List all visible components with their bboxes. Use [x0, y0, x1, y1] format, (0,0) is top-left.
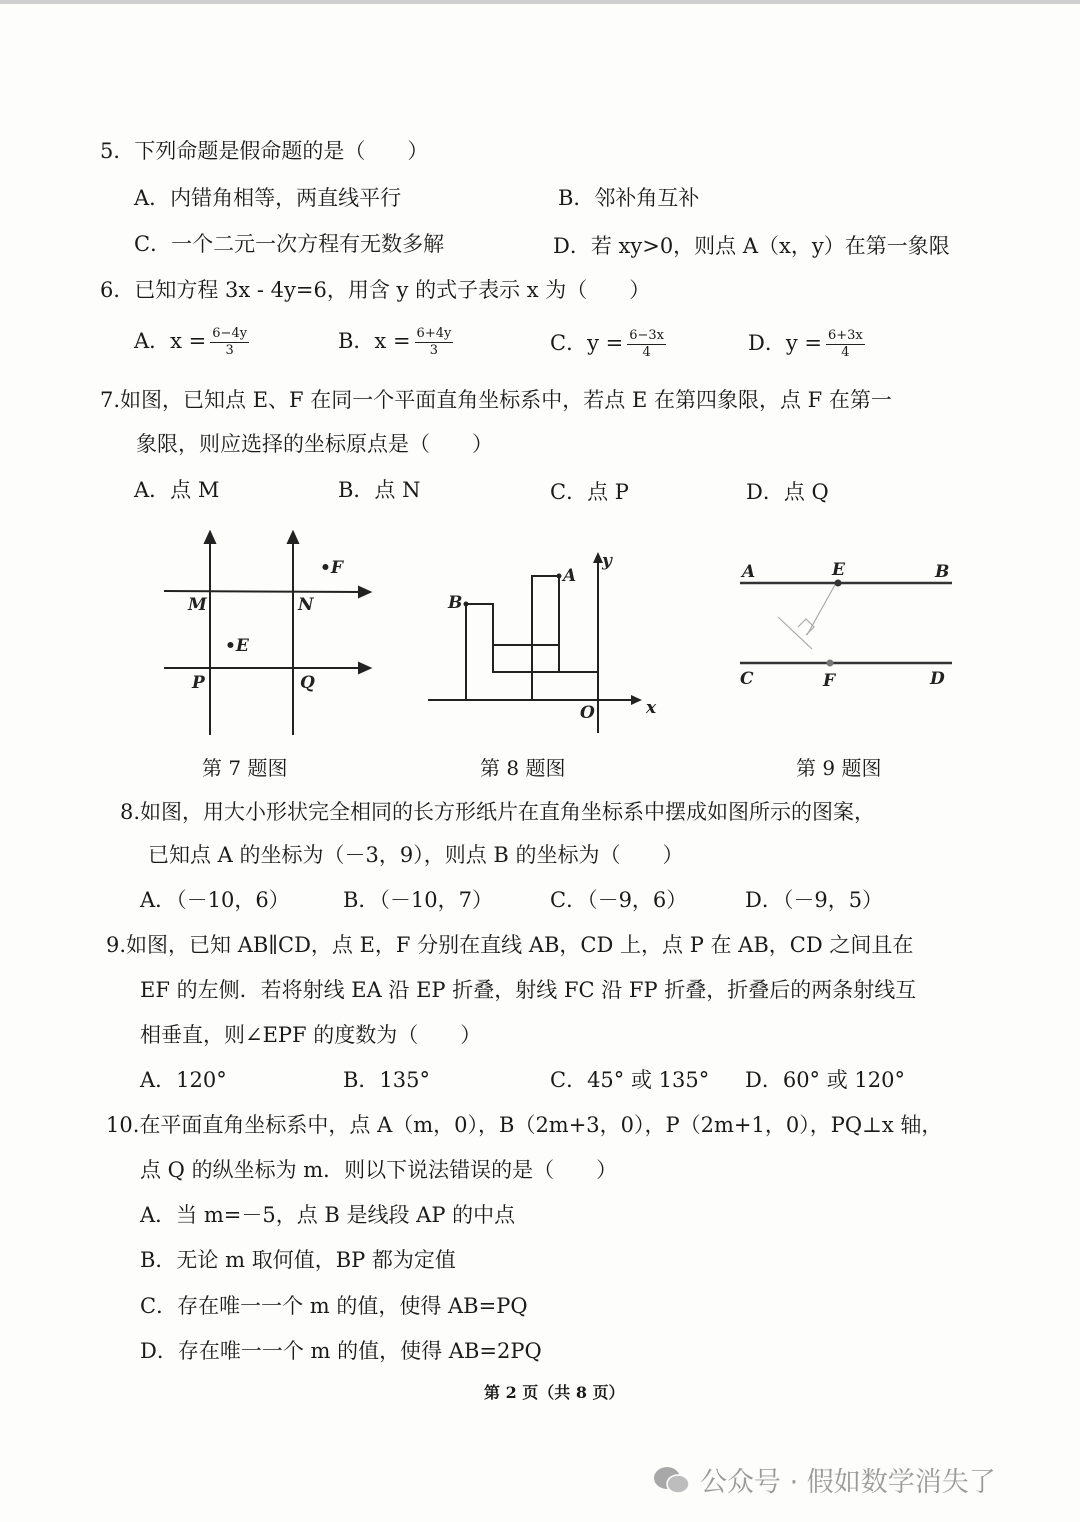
label-origin: O — [580, 703, 595, 723]
label-d: D — [930, 669, 945, 689]
q8-stem-line1: 8.如图，用大小形状完全相同的长方形纸片在直角坐标系中摆成如图所示的图案， — [120, 800, 876, 824]
numerator: 6−3x — [629, 328, 664, 343]
label-b: B — [448, 593, 463, 613]
q5-option-d: D．若 xy>0，则点 A（x，y）在第一象限 — [553, 234, 950, 258]
fraction — [627, 328, 666, 361]
option-label: B．x = — [338, 329, 411, 353]
figure-7-caption: 第 7 题图 — [202, 756, 288, 780]
denominator: 4 — [841, 345, 850, 360]
q7-option-c: C．点 P — [550, 480, 629, 504]
label-x-axis: x — [646, 698, 657, 718]
fraction — [826, 328, 865, 361]
q5-stem: 5．下列命题是假命题的是（ ） — [100, 139, 429, 163]
scan-edge — [0, 0, 1080, 4]
q7-option-d: D．点 Q — [746, 480, 829, 504]
denominator: 3 — [429, 343, 439, 358]
figure-9 — [730, 555, 960, 695]
label-a: A — [742, 562, 756, 582]
q6-option-b — [338, 326, 453, 359]
label-q: Q — [300, 673, 315, 693]
q8-option-b: B．（－10，7） — [343, 888, 494, 912]
figure-9-caption: 第 9 题图 — [796, 756, 882, 780]
point-f: •F — [320, 558, 343, 578]
figure-8 — [420, 548, 670, 738]
numerator: 6+4y — [416, 326, 452, 341]
q6-option-a — [134, 326, 249, 359]
q10-stem-line2: 点 Q 的纵坐标为 m．则以下说法错误的是（ ） — [140, 1158, 618, 1182]
label-a: A — [563, 566, 577, 586]
q8-stem-line2: 已知点 A 的坐标为（－3，9），则点 B 的坐标为（ ） — [148, 843, 684, 867]
figure-8-caption: 第 8 题图 — [480, 756, 566, 780]
label-f: F — [823, 671, 836, 691]
q6-option-d — [748, 328, 865, 361]
q8-option-c: C．（－9，6） — [550, 888, 688, 912]
option-label: A．x = — [134, 329, 207, 353]
q7-option-b: B．点 N — [338, 478, 421, 502]
option-label: D．y = — [748, 331, 822, 355]
q10-option-d: D．存在唯一一个 m 的值，使得 AB=2PQ — [140, 1339, 542, 1363]
q9-option-b: B．135° — [343, 1068, 431, 1092]
wechat-icon — [652, 1464, 692, 1496]
q9-stem-line2: EF 的左侧．若将射线 EA 沿 EP 折叠，射线 FC 沿 FP 折叠，折叠后的两条射线互 — [140, 978, 917, 1002]
watermark-text: 公众号 · 假如数学消失了 — [700, 1467, 996, 1498]
q5-option-b: B．邻补角互补 — [558, 186, 700, 210]
q8-option-d: D．（－9，5） — [745, 888, 884, 912]
q9-stem-line1: 9.如图，已知 AB∥CD，点 E，F 分别在直线 AB，CD 上，点 P 在 AB，CD 之间且在 — [106, 933, 914, 957]
q5-option-a: A．内错角相等，两直线平行 — [134, 186, 402, 210]
denominator: 4 — [642, 345, 651, 360]
denominator: 3 — [225, 343, 234, 358]
q10-option-a: A．当 m=－5，点 B 是线段 AP 的中点 — [140, 1203, 516, 1227]
label-n: N — [298, 595, 314, 615]
q8-option-a: A．（－10，6） — [140, 888, 290, 912]
label-y-axis: y — [602, 551, 612, 571]
q9-option-a: A．120° — [140, 1068, 227, 1092]
page-number: 第 2 页（共 8 页） — [484, 1383, 625, 1402]
q9-stem-line3: 相垂直，则∠EPF 的度数为（ ） — [140, 1023, 482, 1047]
figure-7 — [150, 530, 390, 740]
q9-option-d: D．60° 或 120° — [745, 1068, 905, 1092]
label-p: P — [192, 673, 205, 693]
option-label: C．y = — [550, 331, 624, 355]
numerator: 6−4y — [212, 326, 248, 341]
q10-stem-line1: 10.在平面直角坐标系中，点 A（m，0），B（2m+3，0），P（2m+1，0），PQ⊥x 轴， — [106, 1113, 943, 1137]
numerator: 6+3x — [827, 328, 863, 343]
q7-option-a: A．点 M — [134, 478, 220, 502]
q10-option-b: B．无论 m 取何值，BP 都为定值 — [140, 1248, 456, 1272]
q7-stem-line2: 象限，则应选择的坐标原点是（ ） — [136, 432, 493, 456]
q10-option-c: C．存在唯一一个 m 的值，使得 AB=PQ — [140, 1294, 528, 1318]
label-b: B — [935, 562, 950, 582]
label-c: C — [740, 669, 754, 689]
q6-option-c — [550, 328, 666, 361]
label-e: E — [832, 560, 845, 580]
q6-stem: 6．已知方程 3x - 4y=6，用含 y 的式子表示 x 为（ ） — [100, 278, 651, 302]
point-e: •E — [225, 636, 249, 656]
q9-option-c: C．45° 或 135° — [550, 1068, 710, 1092]
fraction — [210, 326, 249, 359]
fraction — [415, 326, 454, 359]
q7-stem-line1: 7.如图，已知点 E、F 在同一个平面直角坐标系中，若点 E 在第四象限，点 F 在第一 — [100, 388, 892, 412]
label-m: M — [188, 595, 207, 615]
q5-option-c: C．一个二元一次方程有无数多解 — [134, 232, 445, 256]
watermark — [652, 1460, 996, 1499]
